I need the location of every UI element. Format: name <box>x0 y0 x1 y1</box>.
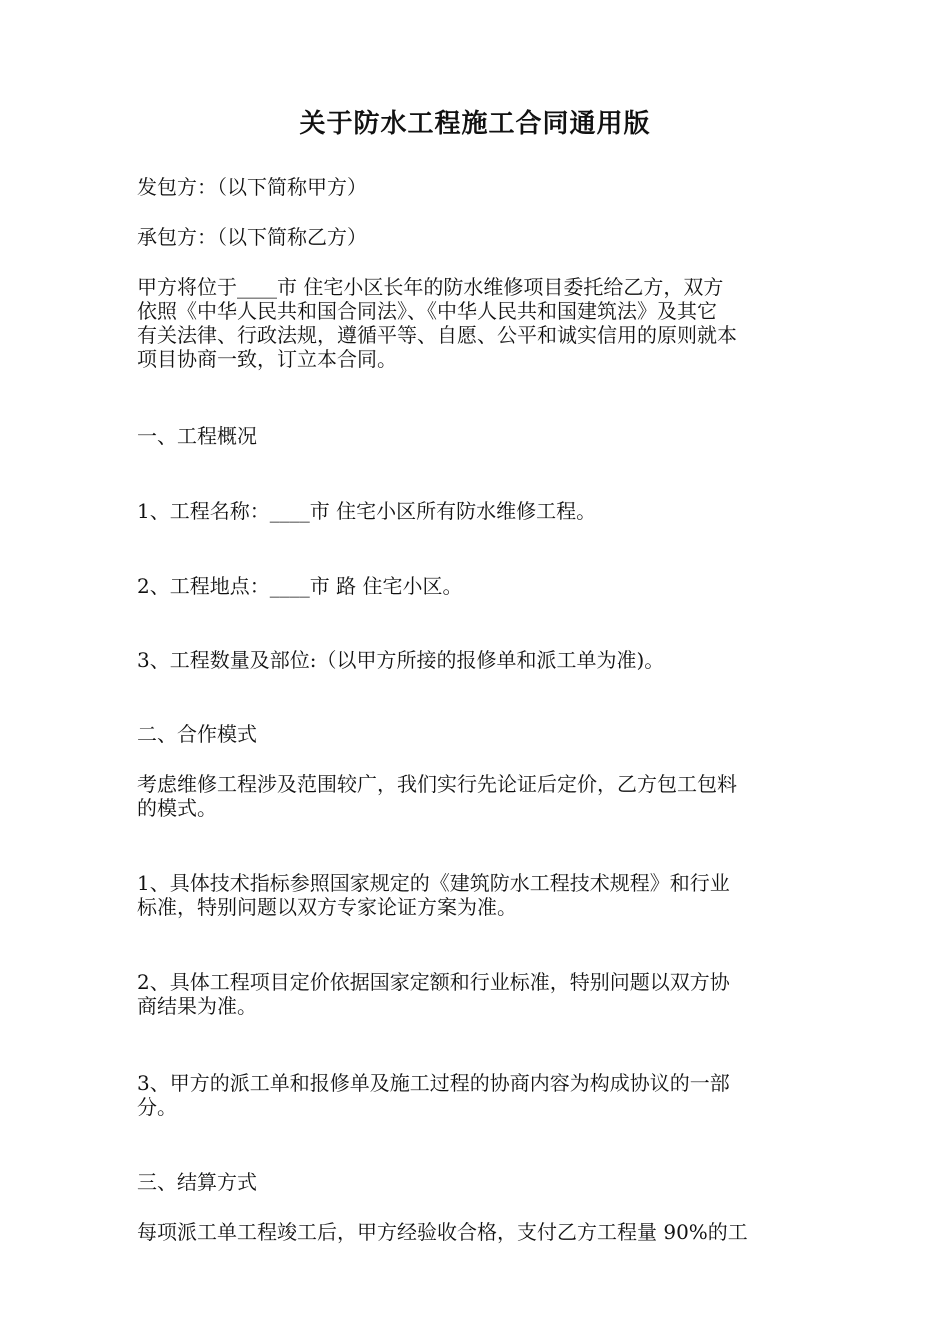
intro-paragraph <box>137 275 817 371</box>
section-1-item-3: 3、工程数量及部位:（以甲方所接的报修单和派工单为准)。 <box>137 648 665 672</box>
section-2-intro-line: 的模式。 <box>137 796 217 820</box>
section-1-heading: 一、工程概况 <box>137 424 257 448</box>
party-b-line: 承包方：（以下简称乙方） <box>137 225 367 249</box>
section-2-intro <box>137 772 817 820</box>
section-2-item-1 <box>137 871 817 919</box>
section-2-heading: 二、合作模式 <box>137 722 257 746</box>
section-2-item-3 <box>137 1071 817 1119</box>
party-a-line: 发包方：（以下简称甲方） <box>137 175 367 199</box>
section-1-item-2: 2、工程地点：____市 路 住宅小区。 <box>137 574 463 598</box>
intro-line: 有关法律、行政法规，遵循平等、自愿、公平和诚实信用的原则就本 <box>137 323 737 347</box>
document-title: 关于防水工程施工合同通用版 <box>299 109 651 139</box>
section-2-item-3-line: 3、甲方的派工单和报修单及施工过程的协商内容为构成协议的一部 <box>137 1071 730 1095</box>
section-2-item-1-line: 标准，特别问题以双方专家论证方案为准。 <box>137 895 517 919</box>
intro-line: 项目协商一致，订立本合同。 <box>137 347 397 371</box>
section-2-item-2-line: 2、具体工程项目定价依据国家定额和行业标准，特别问题以双方协 <box>137 970 730 994</box>
section-2-item-2-line: 商结果为准。 <box>137 994 257 1018</box>
intro-line: 甲方将位于____市 住宅小区长年的防水维修项目委托给乙方，双方 <box>137 275 724 299</box>
section-1-item-1: 1、工程名称：____市 住宅小区所有防水维修工程。 <box>137 499 597 523</box>
intro-line: 依照《中华人民共和国合同法》、《中华人民共和国建筑法》及其它 <box>137 299 717 323</box>
section-3-heading: 三、结算方式 <box>137 1170 257 1194</box>
section-3-text-line: 每项派工单工程竣工后，甲方经验收合格，支付乙方工程量 90%的工 <box>137 1220 748 1244</box>
section-2-item-1-line: 1、具体技术指标参照国家规定的《建筑防水工程技术规程》和行业 <box>137 871 730 895</box>
section-3-text <box>137 1220 817 1244</box>
section-2-intro-line: 考虑维修工程涉及范围较广，我们实行先论证后定价，乙方包工包料 <box>137 772 737 796</box>
section-2-item-2 <box>137 970 817 1018</box>
section-2-item-3-line: 分。 <box>137 1095 177 1119</box>
